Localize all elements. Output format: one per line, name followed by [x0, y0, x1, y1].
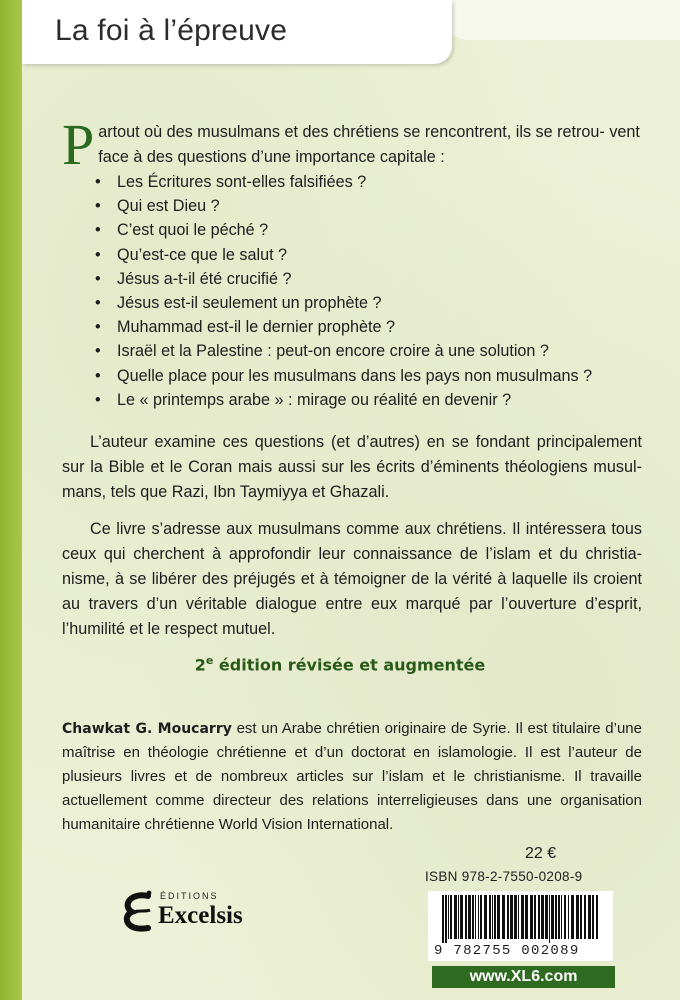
barcode-bar — [551, 895, 554, 939]
excelsis-swirl-icon — [118, 888, 158, 934]
barcode-bar — [530, 895, 533, 939]
question-item: • Muhammad est-il le dernier prophète ? — [117, 315, 642, 339]
question-item: • Qui est Dieu ? — [117, 194, 642, 218]
barcode-bar — [450, 895, 452, 939]
edition-text: édition révisée et augmentée — [213, 655, 486, 675]
barcode-bar — [497, 895, 500, 939]
question-list — [62, 170, 642, 412]
barcode-bar — [472, 895, 474, 939]
barcode-bar — [545, 895, 548, 939]
barcode-bar — [538, 895, 540, 939]
barcode-bar — [494, 895, 496, 939]
barcode-bar — [571, 895, 574, 939]
barcode-bar — [460, 895, 463, 939]
barcode-bar — [492, 895, 493, 939]
question-item: • Quelle place pour les musulmans dans les pays non musulmans ? — [117, 364, 642, 388]
barcode-bar — [525, 895, 528, 939]
book-title: La foi à l’épreuve — [55, 14, 288, 47]
website-url: www.XL6.com — [432, 966, 615, 988]
author-name: Chawkat G. Moucarry — [62, 721, 232, 737]
barcode-bar — [588, 895, 591, 939]
question-item: • Le « printemps arabe » : mirage ou réalité en devenir ? — [117, 388, 642, 412]
barcode-bar — [458, 895, 459, 939]
barcode-bar — [576, 895, 579, 939]
barcode-bar — [549, 895, 550, 943]
barcode-bar — [442, 895, 444, 943]
publisher-logo — [118, 888, 278, 938]
barcode-bar — [555, 895, 557, 939]
intro-paragraph — [62, 112, 642, 177]
barcode-bar — [507, 895, 509, 939]
barcode-bar — [584, 895, 586, 939]
barcode-bar — [592, 895, 594, 939]
barcode-bar — [518, 895, 519, 939]
barcode-bar — [561, 895, 562, 939]
left-color-bar — [0, 0, 22, 1000]
barcode-bar — [534, 895, 536, 939]
barcode-bar — [596, 895, 598, 939]
barcode-bar — [510, 895, 513, 939]
barcode-bars — [438, 895, 603, 943]
edition-number: 2 — [194, 655, 206, 675]
author-bio-text: est un Arabe chrétien originaire de Syrie. Il est titulaire d’une maîtrise en théologie chrétienne et d’un doctorat en islamologie. Il est l’auteur de plusieurs livres et de nombreux articles sur l’islam et le christianisme. Il travaille actuellement comme directeur des relations interreligieuses dans une organisation humanitaire chrétienne World Vision International. — [62, 720, 642, 833]
barcode-bar — [454, 895, 457, 939]
barcode-number: 9 782755 002089 — [434, 943, 580, 959]
question-item: • Israël et la Palestine : peut-on encore croire à une solution ? — [117, 339, 642, 363]
barcode-bar — [558, 895, 560, 939]
barcode-bar — [445, 895, 447, 943]
paragraph-audience: Ce livre s’adresse aux musulmans comme aux chrétiens. Il intéressera tous ceux qui cherchent à approfondir leur connaissance de l’islam et du christia- nisme, à se libérer des préjugés et à témoigner de la vérité à laquelle ils croient au travers d’un véritable dialogue entre eux marqué par l’ouverture d’esprit, l’humilité et le respect mutuel. — [62, 520, 642, 638]
barcode-bar — [502, 895, 505, 939]
barcode-bar — [465, 895, 467, 939]
question-item: • Qu’est-ce que le salut ? — [117, 243, 642, 267]
intro-text: artout où des musulmans et des chrétiens se rencontrent, ils se retrou- vent face à des questions d’une importance capitale : — [98, 123, 640, 166]
intro-section — [62, 112, 642, 412]
question-item: • Jésus est-il seulement un prophète ? — [117, 291, 642, 315]
isbn: ISBN 978-2-7550-0208-9 — [425, 869, 583, 884]
barcode-bar — [468, 895, 471, 939]
barcode-bar — [568, 895, 569, 939]
question-item: • Jésus a-t-il été crucifié ? — [117, 267, 642, 291]
price: 22 € — [525, 845, 557, 862]
barcode-bar — [489, 895, 491, 939]
barcode-bar — [580, 895, 582, 939]
author-bio — [62, 717, 642, 837]
barcode-bar — [564, 895, 566, 939]
drop-cap: P — [62, 112, 95, 177]
barcode-bar — [480, 895, 482, 939]
publisher-name: Excelsis — [158, 902, 243, 929]
barcode-bar — [514, 895, 517, 939]
publisher-editions-label: ÉDITIONS — [160, 891, 219, 901]
barcode-bar — [484, 895, 487, 939]
question-item: • Les Écritures sont-elles falsifiées ? — [117, 170, 642, 194]
barcode-bar — [521, 895, 524, 939]
title-band-tail — [440, 0, 680, 40]
barcode — [428, 891, 613, 961]
question-item: • C’est quoi le péché ? — [117, 218, 642, 242]
barcode-bar — [478, 895, 479, 939]
barcode-bar — [448, 895, 449, 939]
barcode-bar — [541, 895, 544, 939]
paragraph-author-examines: L’auteur examine ces questions (et d’autres) en se fondant principalement sur la Bible et le Coran mais aussi sur les écrits d’éminents théologiens musul- mans, tels que Razi, Ibn Taymiyya et Ghazali. — [62, 433, 642, 501]
edition-superscript: e — [205, 654, 214, 667]
barcode-bar — [475, 895, 476, 939]
edition-note — [0, 654, 680, 674]
